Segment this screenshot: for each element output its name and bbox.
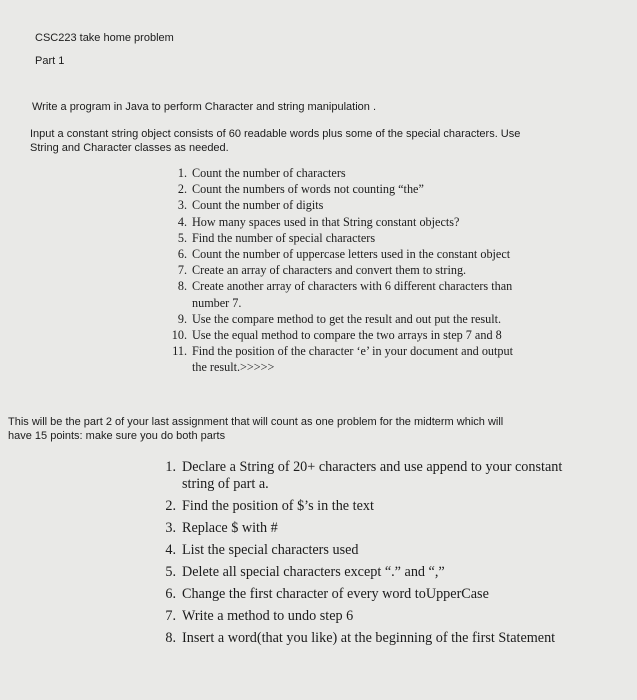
list-item-number: 2. [177,182,187,197]
list-item [177,246,582,262]
list-item-text: Count the number of digits [192,198,324,213]
list-item [177,181,582,197]
list-item-number: 7. [177,263,187,278]
course-title: CSC223 take home problem [35,32,174,44]
list-item-text: How many spaces used in that String constant objects? [192,214,460,229]
list-item-text: Count the number of characters [192,166,346,180]
list-item [177,230,582,246]
part-label: Part 1 [35,55,65,67]
list-item-number: 8. [165,630,176,646]
list-item [177,214,582,230]
list-item-text: Write a method to undo step 6 [182,608,354,624]
list-item [177,197,582,213]
list-item-text: Create an array of characters and convert them to string. [192,263,467,278]
list-item-text: Use the compare method to get the result and out put the result. [192,311,502,326]
part1-description-line2: String and Character classes as needed. [30,142,229,154]
list-item-number: 2. [165,498,176,514]
list-item-number: 1. [177,166,187,180]
list-item [165,564,602,581]
part2-task-list [165,459,602,647]
list-item [165,630,602,647]
list-item-number: 10. [171,328,187,343]
list-item-number: 1. [165,459,176,475]
list-item [165,542,602,559]
list-item-text: string of part a. [182,476,269,492]
list-item [177,311,582,327]
list-item-text: Count the number of uppercase letters used in the constant object [192,247,511,262]
list-item [177,165,582,181]
list-item [177,262,582,278]
part2-note-line2: have 15 points: make sure you do both parts [8,430,226,442]
list-item-number: 7. [165,608,176,624]
list-item-text: Insert a word(that you like) at the beginning of the first Statement [182,630,556,646]
part1-description-line1: Input a constant string object consists of 60 readable words plus some of the special characters. Use [30,128,521,140]
list-item-text: number 7. [192,295,242,310]
list-item-text: Find the position of $’s in the text [182,498,374,514]
list-item [165,498,602,515]
list-item-text: Use the equal method to compare the two arrays in step 7 and 8 [192,328,502,343]
list-item-number: 3. [165,520,176,536]
part1-task-list [171,165,582,376]
list-item [165,520,602,537]
list-item-number: 4. [177,214,187,229]
list-item-number: 6. [177,247,187,262]
list-item-text: the result.>>>>> [192,360,275,375]
list-item-text: Replace $ with # [182,520,278,536]
list-item-number: 5. [177,230,187,245]
list-item-text: Change the first character of every word toUpperCase [182,586,489,602]
list-item-text: Find the number of special characters [192,230,376,245]
list-item-number: 6. [165,586,176,602]
list-item-text: Find the position of the character ‘e’ in your document and output [192,344,513,359]
list-item-number: 11. [172,344,187,359]
part2-note-line1: This will be the part 2 of your last assignment that will count as one problem for the midterm which will [8,416,504,428]
part1-intro: Write a program in Java to perform Character and string manipulation . [32,101,377,113]
list-item [172,343,582,375]
list-item [177,278,582,310]
list-item-text: Delete all special characters except “.” and “,” [182,564,445,580]
list-item [171,327,582,343]
list-item-number: 5. [165,564,176,580]
list-item-number: 8. [177,279,187,294]
list-item-number: 4. [165,542,176,558]
list-item-text: Count the numbers of words not counting “the” [192,182,424,197]
list-item-text: Declare a String of 20+ characters and use append to your constant [182,459,563,475]
list-item-number: 9. [177,311,187,326]
list-item-number: 3. [177,198,187,213]
list-item-text: List the special characters used [182,542,359,558]
list-item [165,586,602,603]
list-item-text: Create another array of characters with 6 different characters than [192,279,513,294]
list-item [165,459,602,493]
list-item [165,608,602,625]
